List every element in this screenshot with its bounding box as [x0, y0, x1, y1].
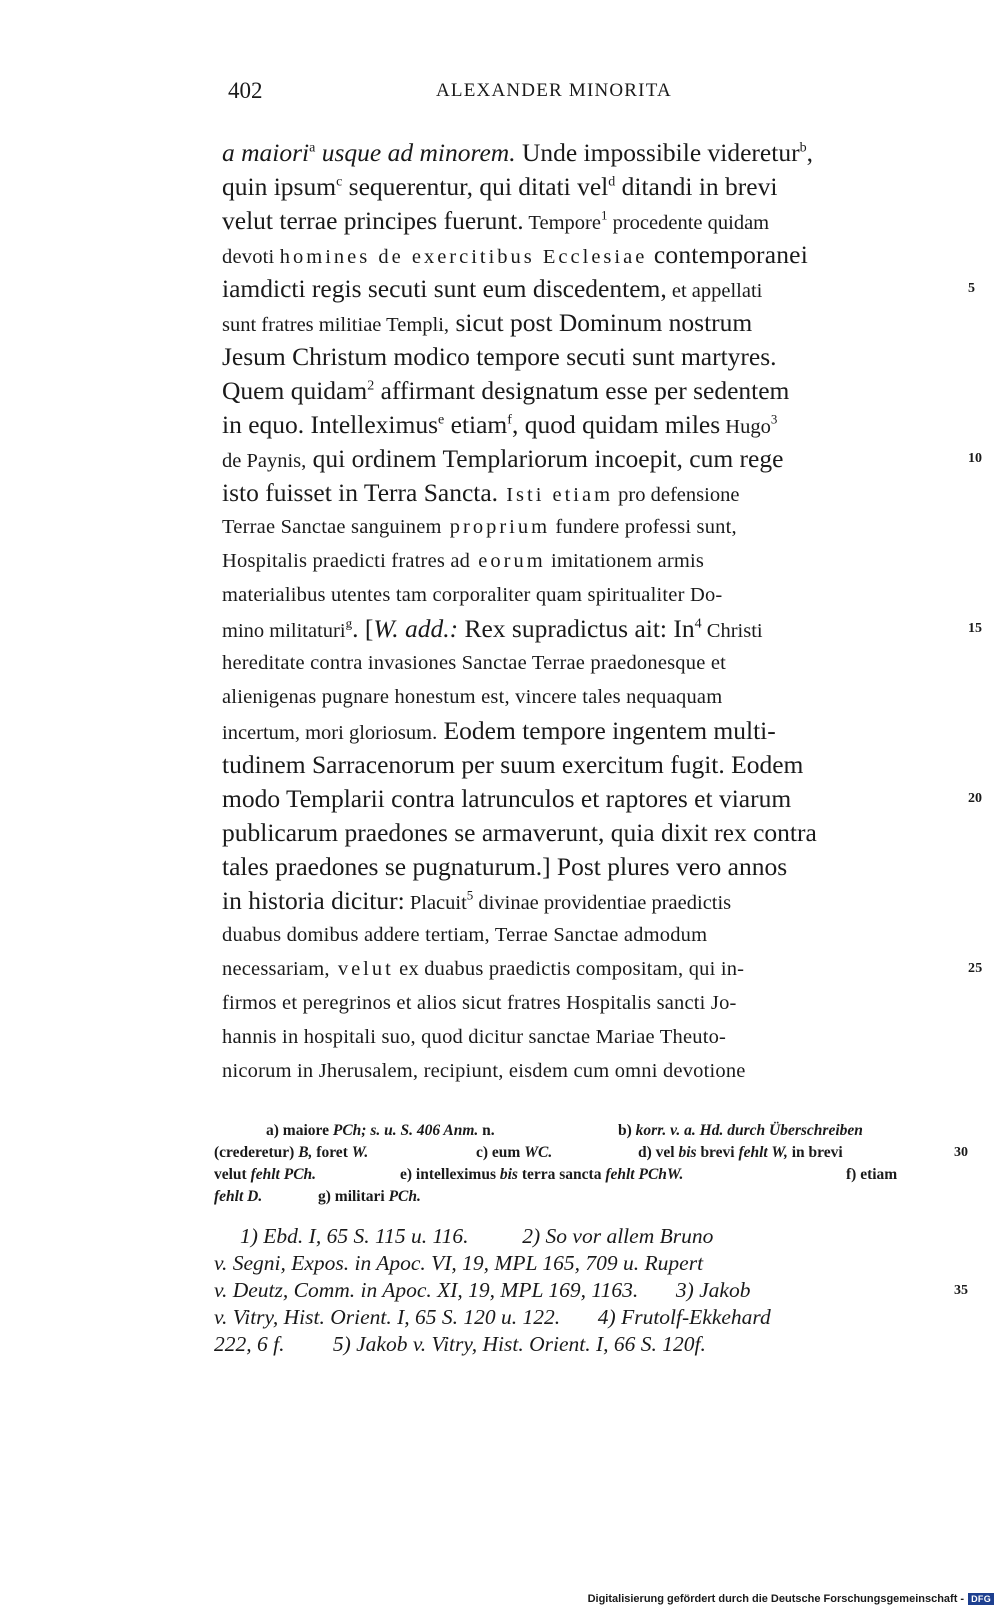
text-line-25: necessariam, velut ex duabus praedictis compositam, qui in- 25	[222, 952, 942, 986]
text-line-11: isto fuisset in Terra Sancta. Isti etiam pro defensione	[222, 478, 740, 507]
digitization-credit	[588, 1593, 994, 1605]
text-line-22: tales praedones se pugnaturum.] Post plures vero annos	[222, 852, 788, 881]
dfg-logo: DFG	[968, 1593, 994, 1605]
apparatus-line-1: a) maiore PCh; s. u. S. 406 Anm. n. b) korr. v. a. Hd. durch Überschreiben	[266, 1122, 863, 1139]
apparatus-line-4: fehlt D. g) militari PCh.	[214, 1188, 421, 1205]
text-line-4: devoti homines de exercitibus Ecclesiae contemporanei	[222, 240, 808, 269]
apparatus-line-3: velut fehlt PCh. e) intelleximus bis terra sancta fehlt PChW. f) etiam	[214, 1166, 898, 1183]
page-number: 402	[228, 78, 263, 103]
text-line-12: Terrae Sanctae sanguinem proprium fundere professi sunt,	[222, 516, 737, 538]
page-header	[0, 70, 1000, 110]
apparatus-line-2: (crederetur) B, foret W. c) eum WC. d) vel bis brevi fehlt W, in brevi 30	[214, 1142, 944, 1164]
footnote-line-2: v. Segni, Expos. in Apoc. VI, 19, MPL 165, 709 u. Rupert	[214, 1251, 704, 1275]
text-line-2: quin ipsum$^c$ sequerentur, qui ditati vel$^d$ ditandi in brevi	[222, 172, 778, 201]
line-number: 10	[968, 451, 982, 466]
text-line-24: duabus domibus addere tertiam, Terrae Sanctae admodum	[222, 924, 708, 946]
main-text	[222, 136, 983, 1088]
running-title: ALEXANDER MINORITA	[436, 80, 672, 101]
critical-apparatus	[214, 1120, 968, 1208]
text-line-16: hereditate contra invasiones Sanctae Terrae praedonesque et	[222, 652, 727, 674]
text-line-1: a maiori$^a$ usque ad minorem. Unde impossibile videretur$^b$,	[222, 138, 813, 167]
text-line-23: in historia dicitur: Placuit$^5$ divinae providentiae praedictis	[222, 886, 732, 915]
text-line-6: sunt fratres militiae Templi, sicut post Dominum nostrum	[222, 308, 753, 337]
text-line-8: Quem quidam$^2$ affirmant designatum esse per sedentem	[222, 376, 790, 405]
text-line-26: firmos et peregrinos et alios sicut fratres Hospitalis sancti Jo-	[222, 992, 737, 1014]
text-line-21: publicarum praedones se armaverunt, quia dixit rex contra	[222, 818, 817, 847]
text-line-7: Jesum Christum modico tempore secuti sunt martyres.	[222, 342, 777, 371]
footnote-line-1: 1) Ebd. I, 65 S. 115 u. 116. 2) So vor allem Bruno	[240, 1224, 714, 1248]
line-number: 15	[968, 621, 982, 636]
footnote-line-4: v. Vitry, Hist. Orient. I, 65 S. 120 u. 122. 4) Frutolf-Ekkehard	[214, 1305, 771, 1329]
text-line-5: iamdicti regis secuti sunt eum discedentem, et appellati 5	[222, 272, 942, 306]
text-line-13: Hospitalis praedicti fratres ad eorum imitationem armis	[222, 550, 705, 572]
line-number: 30	[954, 1145, 968, 1160]
line-number: 25	[968, 961, 983, 976]
text-line-15: mino militaturi$^g$. [W. add.: Rex supradictus ait: In$^4$ Christi 15	[222, 612, 942, 646]
text-line-27: hannis in hospitali suo, quod dicitur sanctae Mariae Theuto-	[222, 1026, 727, 1048]
text-line-28: nicorum in Jherusalem, recipiunt, eisdem cum omni devotione	[222, 1060, 746, 1082]
text-line-14: materialibus utentes tam corporaliter quam spiritualiter Do-	[222, 584, 723, 606]
footnotes	[214, 1223, 968, 1358]
text-line-20: modo Templarii contra latrunculos et raptores et viarum 20	[222, 782, 942, 816]
text-line-18: incertum, mori gloriosum. Eodem tempore ingentem multi-	[222, 716, 776, 745]
footnote-line-3: v. Deutz, Comm. in Apoc. XI, 19, MPL 169, 1163. 3) Jakob 35	[214, 1278, 968, 1302]
line-number: 35	[954, 1283, 968, 1298]
footnote-line-5: 222, 6 f. 5) Jakob v. Vitry, Hist. Orient. I, 66 S. 120f.	[214, 1332, 706, 1356]
line-number: 20	[968, 791, 982, 806]
text-line-3: velut terrae principes fuerunt. Tempore$^1$ procedente quidam	[222, 206, 770, 235]
text-line-17: alienigenas pugnare honestum est, vincere tales nequaquam	[222, 686, 723, 708]
credit-text: Digitalisierung gefördert durch die Deutsche Forschungsgemeinschaft -	[587, 1593, 965, 1605]
text-line-9: in equo. Intelleximus$^e$ etiam$^f$, quod quidam miles Hugo$^3$	[222, 410, 778, 439]
text-line-10: de Paynis, qui ordinem Templariorum incoepit, cum rege 10	[222, 442, 942, 476]
text-line-19: tudinem Sarracenorum per suum exercitum fugit. Eodem	[222, 750, 804, 779]
line-number: 5	[968, 281, 975, 296]
